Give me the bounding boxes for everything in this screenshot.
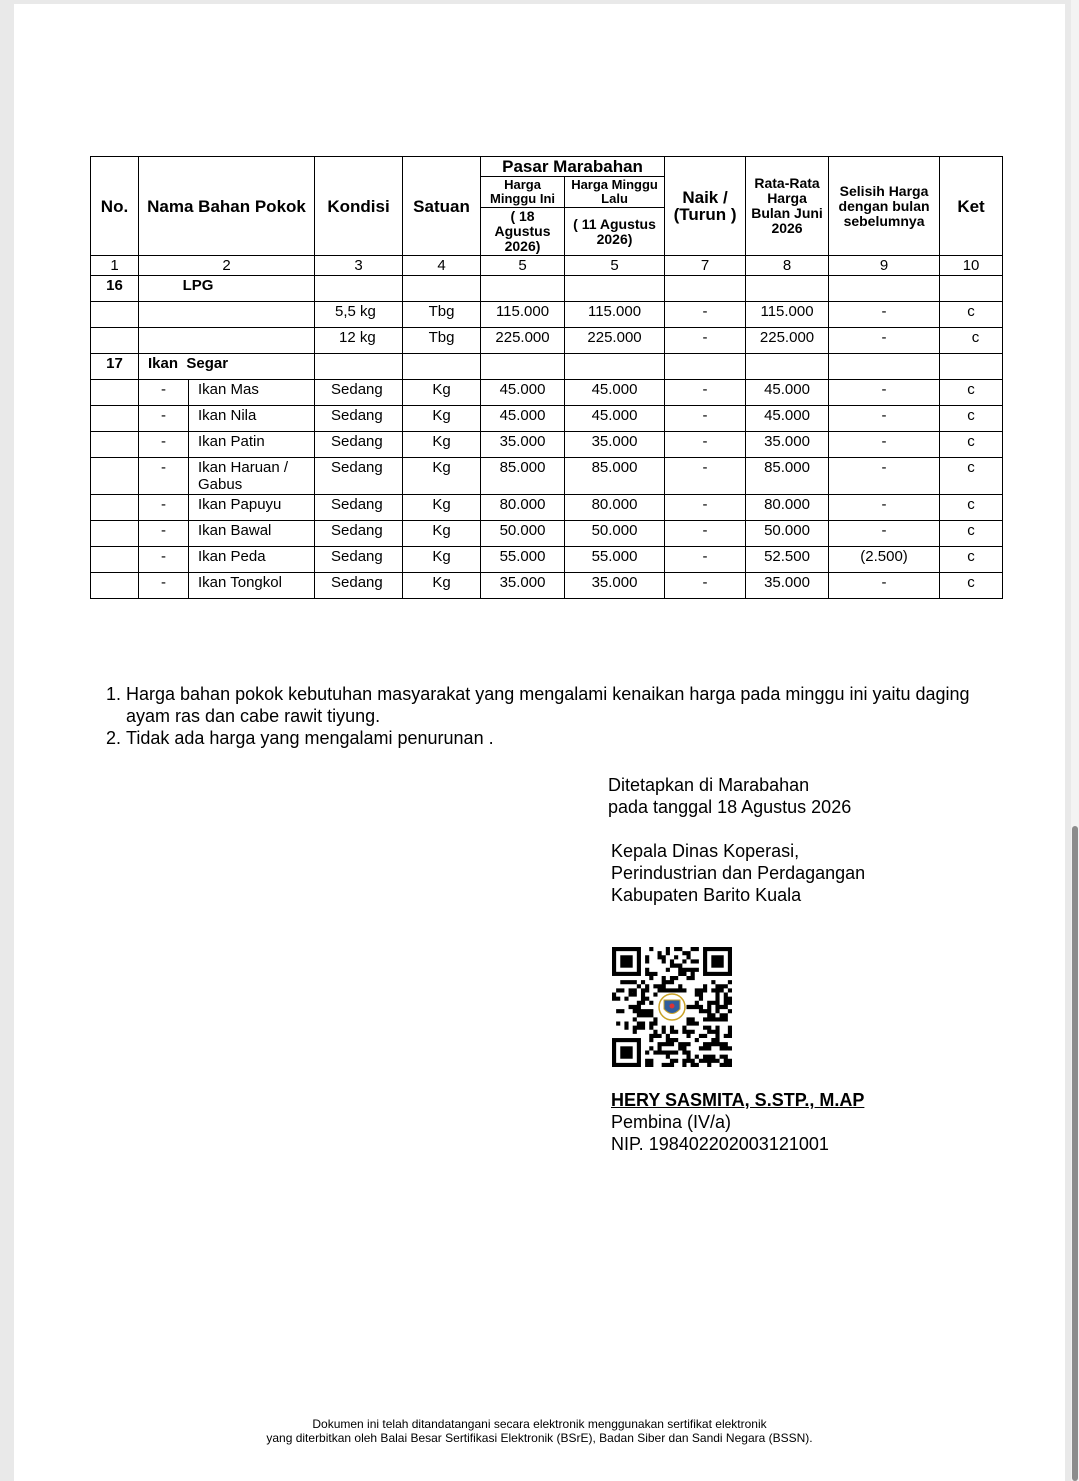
cell-ket: c (940, 573, 1003, 599)
signer-block (611, 1089, 864, 1155)
table-row (91, 432, 1003, 458)
cell-selisih: - (829, 458, 940, 495)
cell-ini: 55.000 (481, 547, 565, 573)
cell-ini: 35.000 (481, 432, 565, 458)
cell-empty (91, 573, 139, 599)
cell-harga-lalu: 115.000 (565, 302, 665, 328)
cell-naik: - (665, 547, 746, 573)
sign-place: Ditetapkan di Marabahan (608, 775, 810, 795)
cell-satuan: Kg (403, 573, 481, 599)
cell-rata: 85.000 (746, 458, 829, 495)
cell-dash: - (139, 458, 189, 495)
signer-name: HERY SASMITA, S.STP., M.AP (611, 1090, 865, 1110)
cell-harga-ini: 115.000 (481, 302, 565, 328)
cell-naik: - (665, 432, 746, 458)
cell-empty (91, 406, 139, 432)
cell-lalu: 35.000 (565, 432, 665, 458)
cell-kondisi: Sedang (315, 432, 403, 458)
cell-empty (91, 495, 139, 521)
cell-satuan: Tbg (403, 302, 481, 328)
cell-satuan: Kg (403, 458, 481, 495)
cell-lalu: 45.000 (565, 380, 665, 406)
header-selisih: Selisih Harga dengan bulan sebelumnya (829, 157, 940, 256)
col-number: 2 (139, 256, 315, 276)
table-row (91, 573, 1003, 599)
cell-empty (91, 380, 139, 406)
cell-naik: - (665, 406, 746, 432)
cell-kondisi: 12 kg (315, 328, 403, 354)
cell-name: Ikan Haruan / Gabus (189, 458, 315, 495)
cell-name: Ikan Peda (189, 547, 315, 573)
cell-dash: - (139, 380, 189, 406)
cell-rata: 50.000 (746, 521, 829, 547)
cell-kondisi: Sedang (315, 495, 403, 521)
cell-naik: - (665, 521, 746, 547)
cell-selisih: - (829, 380, 940, 406)
cell-rata: 45.000 (746, 380, 829, 406)
col-number: 9 (829, 256, 940, 276)
cell-naik: - (665, 328, 746, 354)
footer (14, 1417, 1065, 1445)
group-no: 17 (91, 354, 139, 380)
table-row (91, 302, 1003, 328)
col-number: 7 (665, 256, 746, 276)
cell-naik: - (665, 380, 746, 406)
group-name: LPG (139, 276, 315, 302)
cell-ket: c (940, 406, 1003, 432)
cell-selisih: - (829, 328, 940, 354)
cell-ini: 50.000 (481, 521, 565, 547)
cell-kondisi: Sedang (315, 458, 403, 495)
signer-nip: NIP. 198402202003121001 (611, 1134, 829, 1154)
table-row (91, 521, 1003, 547)
cell-satuan: Kg (403, 406, 481, 432)
group-row (91, 354, 1003, 380)
cell-empty (91, 521, 139, 547)
cell-selisih: - (829, 406, 940, 432)
cell-selisih: - (829, 521, 940, 547)
scrollbar-track[interactable] (1071, 0, 1079, 1481)
cell-satuan: Kg (403, 521, 481, 547)
cell-naik: - (665, 573, 746, 599)
scrollbar-thumb[interactable] (1072, 826, 1078, 1481)
col-number: 4 (403, 256, 481, 276)
header-satuan: Satuan (403, 157, 481, 256)
table-row (91, 328, 1003, 354)
col-number: 10 (940, 256, 1003, 276)
cell-name: Ikan Mas (189, 380, 315, 406)
header-ket: Ket (940, 157, 1003, 256)
cell-ket: c (940, 521, 1003, 547)
document-page (14, 4, 1065, 1481)
cell-ket: c (940, 302, 1003, 328)
cell-kondisi: Sedang (315, 380, 403, 406)
header-nama: Nama Bahan Pokok (139, 157, 315, 256)
cell-harga-ini: 225.000 (481, 328, 565, 354)
cell-dash: - (139, 521, 189, 547)
sign-date: pada tanggal 18 Agustus 2026 (608, 797, 852, 817)
footer-line: Dokumen ini telah ditandatangani secara elektronik menggunakan sertifikat elektronik (312, 1417, 767, 1431)
cell-selisih: - (829, 302, 940, 328)
cell-selisih: - (829, 432, 940, 458)
cell-ini: 80.000 (481, 495, 565, 521)
cell-ket: c (940, 380, 1003, 406)
header-kondisi: Kondisi (315, 157, 403, 256)
group-name: Ikan Segar (139, 354, 315, 380)
cell-kondisi: Sedang (315, 406, 403, 432)
cell-kondisi: Sedang (315, 547, 403, 573)
cell-ini: 35.000 (481, 573, 565, 599)
cell-lalu: 50.000 (565, 521, 665, 547)
cell-ket: c (940, 458, 1003, 495)
cell-ini: 45.000 (481, 380, 565, 406)
cell-naik: - (665, 302, 746, 328)
group-row (91, 276, 1003, 302)
note-item: 1. Harga bahan pokok kebutuhan masyarakat yang mengalami kenaikan harga pada minggu ini yaitu daging ayam ras dan cabe rawit tiyung. (126, 683, 986, 727)
col-number: 5 (565, 256, 665, 276)
header-harga-lalu-date: ( 11 Agustus 2026) (565, 208, 665, 256)
cell-ket: c (940, 328, 1003, 354)
cell-ket: c (940, 432, 1003, 458)
cell-rata: 35.000 (746, 573, 829, 599)
qr-code-icon (612, 947, 732, 1067)
header-naik: Naik / (Turun ) (665, 157, 746, 256)
cell-dash: - (139, 432, 189, 458)
cell-kondisi: 5,5 kg (315, 302, 403, 328)
col-number: 1 (91, 256, 139, 276)
cell-lalu: 80.000 (565, 495, 665, 521)
cell-rata: 52.500 (746, 547, 829, 573)
header-pasar: Pasar Marabahan (481, 157, 665, 177)
cell-ini: 85.000 (481, 458, 565, 495)
cell-dash: - (139, 547, 189, 573)
table-row (91, 380, 1003, 406)
cell-name: Ikan Tongkol (189, 573, 315, 599)
cell-ini: 45.000 (481, 406, 565, 432)
cell-ket: c (940, 495, 1003, 521)
note-item: 2. Tidak ada harga yang mengalami penurunan . (126, 727, 986, 749)
footer-line: yang diterbitkan oleh Balai Besar Sertifikasi Elektronik (BSrE), Badan Siber dan Sandi Negara (BSSN). (266, 1431, 813, 1445)
cell-rata: 80.000 (746, 495, 829, 521)
sign-org-line: Perindustrian dan Perdagangan (611, 863, 866, 883)
cell-selisih: - (829, 495, 940, 521)
cell-satuan: Kg (403, 380, 481, 406)
table-row (91, 547, 1003, 573)
signature-block (608, 774, 865, 906)
cell-naik: - (665, 458, 746, 495)
cell-rata: 45.000 (746, 406, 829, 432)
cell-rata: 115.000 (746, 302, 829, 328)
cell-lalu: 35.000 (565, 573, 665, 599)
table-row (91, 495, 1003, 521)
header-rata: Rata-Rata Harga Bulan Juni 2026 (746, 157, 829, 256)
group-no: 16 (91, 276, 139, 302)
header-harga-ini: Harga Minggu Ini (481, 177, 565, 208)
cell-selisih: - (829, 573, 940, 599)
header-no: No. (91, 157, 139, 256)
price-table (90, 156, 1003, 599)
cell-kondisi: Sedang (315, 573, 403, 599)
sign-org-line: Kepala Dinas Koperasi, (611, 841, 800, 861)
cell-satuan: Kg (403, 495, 481, 521)
cell-naik: - (665, 495, 746, 521)
col-number: 5 (481, 256, 565, 276)
notes-list (100, 683, 986, 749)
cell-lalu: 45.000 (565, 406, 665, 432)
cell-satuan: Kg (403, 547, 481, 573)
table-row (91, 406, 1003, 432)
cell-name: Ikan Nila (189, 406, 315, 432)
col-number: 3 (315, 256, 403, 276)
cell-name: Ikan Papuyu (189, 495, 315, 521)
cell-name: Ikan Patin (189, 432, 315, 458)
cell-rata: 35.000 (746, 432, 829, 458)
cell-name: Ikan Bawal (189, 521, 315, 547)
cell-selisih: (2.500) (829, 547, 940, 573)
header-harga-ini-date: ( 18 Agustus 2026) (481, 208, 565, 256)
cell-empty (91, 458, 139, 495)
table-row (91, 458, 1003, 495)
column-number-row (91, 256, 1003, 276)
cell-lalu: 55.000 (565, 547, 665, 573)
cell-dash: - (139, 406, 189, 432)
header-harga-lalu: Harga Minggu Lalu (565, 177, 665, 208)
cell-satuan: Tbg (403, 328, 481, 354)
signer-rank: Pembina (IV/a) (611, 1112, 732, 1132)
cell-empty (91, 432, 139, 458)
col-number: 8 (746, 256, 829, 276)
cell-ket: c (940, 547, 1003, 573)
cell-rata: 225.000 (746, 328, 829, 354)
cell-dash: - (139, 495, 189, 521)
cell-empty (91, 547, 139, 573)
cell-lalu: 85.000 (565, 458, 665, 495)
sign-org-line: Kabupaten Barito Kuala (611, 885, 802, 905)
cell-kondisi: Sedang (315, 521, 403, 547)
cell-satuan: Kg (403, 432, 481, 458)
cell-dash: - (139, 573, 189, 599)
cell-harga-lalu: 225.000 (565, 328, 665, 354)
